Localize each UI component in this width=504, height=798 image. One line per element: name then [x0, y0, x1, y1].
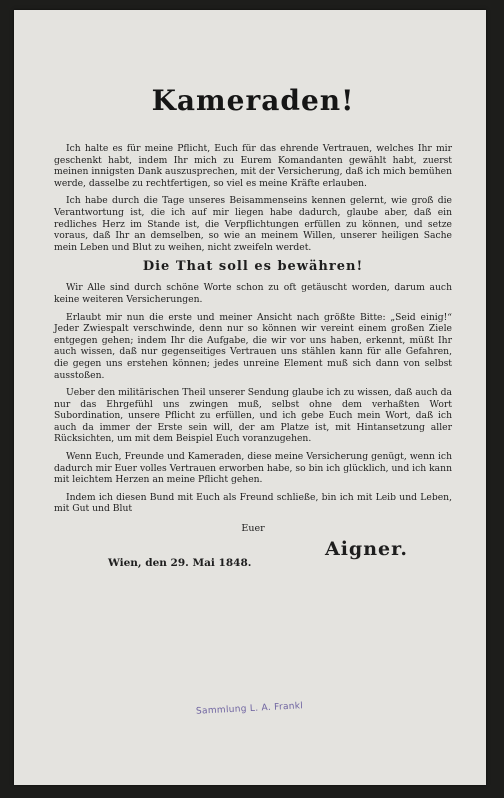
paragraph-5: Ueber den militärischen Theil unserer Sendung glaube ich zu wissen, daß auch da nur das Ehrgefühl uns zwingen muß, selbst ohne dem verhaßten Wort Subordination, unsere Pflicht zu erfüllen, und ich gebe Euch mein Wort, daß ich auch da immer der Erste sein will, der am Platze ist, mit Hintansetzung aller Rücksichten, um mit dem Beispiel Euch voranzugehen. [54, 387, 452, 445]
poster-sheet [14, 10, 486, 785]
signature-row [54, 538, 452, 578]
paragraph-7: Indem ich diesen Bund mit Euch als Freund schließe, bin ich mit Leib und Leben, mit Gut und Blut [54, 491, 452, 515]
paragraph-6: Wenn Euch, Freunde und Kameraden, diese meine Versicherung genügt, wenn ich dadurch mir Euer volles Vertrauen erworben habe, so bin ich glücklich, und ich kann mit leichtem Herzen an meine Pflicht gehen. [54, 451, 452, 486]
collection-stamp: Sammlung L. A. Frankl [195, 701, 304, 717]
paragraph-1: Ich halte es für meine Pflicht, Euch für das ehrende Vertrauen, welches Ihr mir geschenkt habt, indem Ihr mich zu Eurem Komandanten gewählt habt, zuerst meinen innigsten Dank auszusprechen, mit der Versicherung, daß ich mich bemühen werde, dasselbe zu rechtfertigen, so viel es meine Kräfte erlauben. [54, 143, 452, 189]
paragraph-3: Wir Alle sind durch schöne Worte schon zu oft getäuscht worden, darum auch keine weiteren Versicherungen. [54, 282, 452, 305]
paragraph-4: Erlaubt mir nun die erste und meiner Ansicht nach größte Bitte: „Seid einig!“ Jeder Zwiespalt verschwinde, denn nur so können wir vereint einem großen Ziele entgegen gehen; indem Ihr die Aufgabe, die wir vor uns haben, erkennt, müßt Ihr auch wissen, daß nur gegenseitiges Vertrauen uns stählen kann für alle Gefahren, die gegen uns erstehen können; jedes unreine Element muß sich dann von selbst ausstoßen. [54, 311, 452, 381]
closing-word: Euer [241, 523, 265, 535]
motto-heading: Die That soll es bewähren! [142, 259, 364, 275]
document-title: Kameraden! [151, 84, 355, 117]
dateline: Wien, den 29. Mai 1848. [108, 557, 252, 570]
signature: Aigner. [324, 538, 408, 561]
paragraph-2: Ich habe durch die Tage unseres Beisammenseins kennen gelernt, wie groß die Verantwortung ist, die ich auf mir liegen habe dadurch, glaube aber, daß ein redliches Herz im Stande ist, die Verpflichtungen erfüllen zu können, und setze voraus, daß Ihr an demselben, so wie an meinem Willen, unserer heiligen Sache mein Leben und Blut zu weihen, nicht zweifeln werdet. [54, 195, 452, 253]
